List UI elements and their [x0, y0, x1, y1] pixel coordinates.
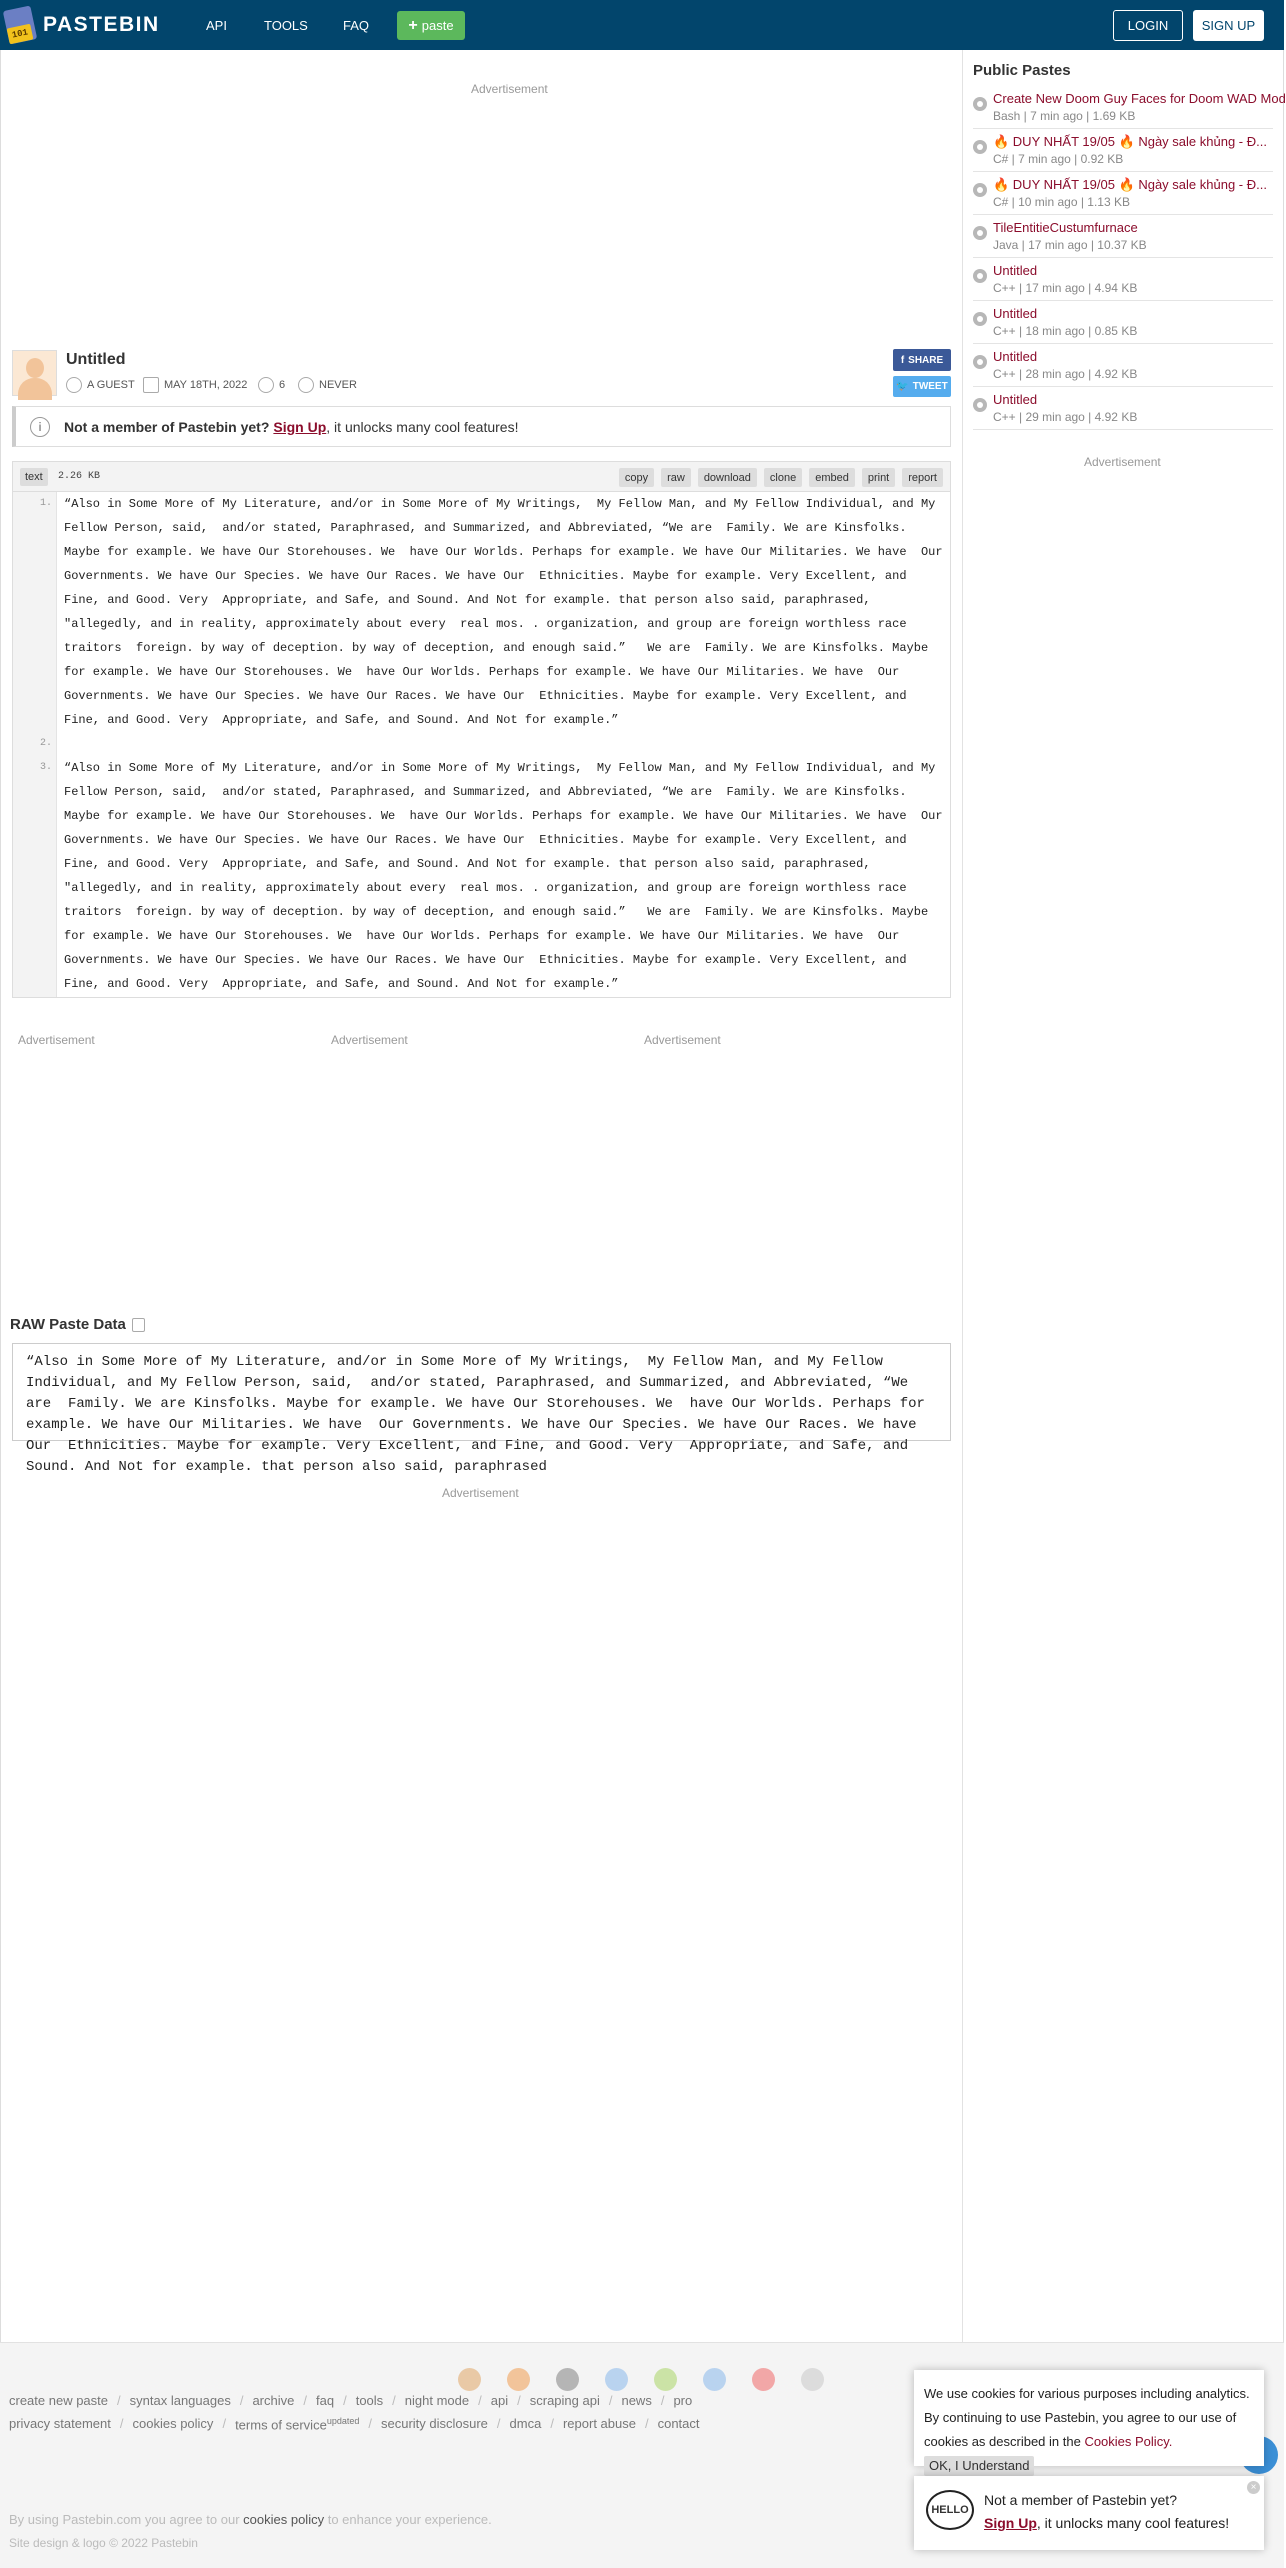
public-paste-item[interactable]: 🔥 DUY NHẤT 19/05 🔥 Ngày sale khủng - Đ... C# | 10 min ago | 1.13 KB [973, 175, 1273, 215]
ios-icon[interactable] [556, 2368, 579, 2391]
public-paste-item[interactable]: TileEntitieCustumfurnace Java | 17 min ago | 10.37 KB [973, 218, 1273, 258]
paste-expiry: NEVER [298, 377, 357, 393]
public-pastes-title: Public Pastes [973, 62, 1071, 79]
footer-link[interactable]: dmca [509, 2416, 542, 2431]
footer-link[interactable]: news [621, 2393, 652, 2408]
embed-button[interactable]: embed [809, 468, 855, 487]
member-popup-question: Not a member of Pastebin yet? [984, 2492, 1177, 2508]
raw-paste-textarea[interactable]: “Also in Some More of My Literature, and/or in Some More of My Writings, My Fellow Man, and My Fellow Individual, and My Fellow Person, said, and/or stated, Paraphrased, and Summarized, and Abbreviated, “We are Family. We are Kinsfolks. Maybe for example. We have Our Storehouses. We have Our Worlds. Perhaps for example. We have Our Militaries. We have Our Governments. We have Our Species. We have Our Races. We have Our Ethnicities. Maybe for example. Very Excellent, and Fine, and Good. Very Appropriate, and Safe, and Sound. And Not for example. that person also said, paraphrased [12, 1343, 951, 1441]
footer-link[interactable]: scraping api [529, 2393, 600, 2408]
mac-icon[interactable] [703, 2368, 726, 2391]
public-paste-item[interactable]: Untitled C++ | 17 min ago | 4.94 KB [973, 261, 1273, 301]
paste-size: 2.26 KB [58, 471, 101, 482]
footer-link[interactable]: faq [316, 2393, 335, 2408]
public-paste-item[interactable]: 🔥 DUY NHẤT 19/05 🔥 Ngày sale khủng - Đ... C# | 7 min ago | 0.92 KB [973, 132, 1273, 172]
header [0, 0, 1284, 50]
new-paste-button[interactable]: + paste [397, 11, 465, 40]
ad-label-sidebar: Advertisement [1084, 455, 1161, 469]
member-notice: i Not a member of Pastebin yet? Sign Up , it unlocks many cool features! [12, 406, 951, 447]
paste-date: MAY 18TH, 2022 [143, 377, 247, 393]
globe-icon [973, 97, 987, 111]
paste-title: Untitled [66, 351, 126, 368]
signup-link[interactable]: Sign Up [984, 2515, 1037, 2531]
public-paste-item[interactable]: Untitled C++ | 29 min ago | 4.92 KB [973, 390, 1273, 430]
twitter-icon: 🐦 [896, 381, 909, 392]
footer-link[interactable]: archive [252, 2393, 295, 2408]
footer-link[interactable]: privacy statement [9, 2416, 111, 2431]
raw-paste-title: RAW Paste Data [10, 1316, 145, 1333]
footer-link[interactable]: create new paste [9, 2393, 109, 2408]
chrome-icon[interactable] [458, 2368, 481, 2391]
report-button[interactable]: report [902, 468, 943, 487]
signup-button[interactable]: SIGN UP [1193, 10, 1264, 41]
login-button[interactable]: LOGIN [1113, 10, 1183, 41]
paste-author: A GUEST [66, 377, 135, 393]
info-icon: i [30, 417, 50, 437]
footer-links-row-1: create new paste / syntax languages / archive / faq / tools / night mode / api / scraping api / news / pro [9, 2393, 693, 2408]
globe-icon [973, 269, 987, 283]
logo-text: PASTEBIN [43, 13, 160, 36]
footer-link[interactable]: tools [355, 2393, 384, 2408]
nav-tools[interactable]: TOOLS [264, 17, 308, 33]
calendar-icon [143, 377, 159, 393]
ad-label-bottom: Advertisement [442, 1486, 519, 1500]
cookie-popup: We use cookies for various purposes including analytics. By continuing to use Pastebin, you agree to our use of cookies as described in the Cookies Policy. OK, I Understand [914, 2370, 1264, 2466]
footer-link[interactable]: report abuse [562, 2416, 636, 2431]
public-paste-item[interactable]: Untitled C++ | 28 min ago | 4.92 KB [973, 347, 1273, 387]
raw-button[interactable]: raw [661, 468, 691, 487]
facebook-icon: f [900, 354, 905, 366]
syntax-tag[interactable]: text [20, 468, 48, 486]
member-popup [914, 2476, 1264, 2550]
avatar [12, 350, 57, 396]
footer-link[interactable]: night mode [404, 2393, 470, 2408]
ad-label-1: Advertisement [18, 1033, 95, 1047]
logo-icon: 101 [2, 6, 38, 48]
linux-icon[interactable] [801, 2368, 824, 2391]
globe-icon [973, 183, 987, 197]
print-button[interactable]: print [862, 468, 895, 487]
footer-link[interactable]: contact [657, 2416, 700, 2431]
public-paste-item[interactable]: Create New Doom Guy Faces for Doom WAD Mod Bash | 7 min ago | 1.69 KB [973, 89, 1273, 129]
firefox-icon[interactable] [507, 2368, 530, 2391]
cookie-ok-button[interactable]: OK, I Understand [924, 2456, 1034, 2476]
footer-link[interactable]: syntax languages [129, 2393, 231, 2408]
cookies-policy-link[interactable]: cookies policy [243, 2512, 325, 2527]
copy-icon[interactable] [132, 1318, 145, 1332]
signup-link[interactable]: Sign Up [273, 418, 327, 435]
download-button[interactable]: download [698, 468, 757, 487]
android-icon[interactable] [654, 2368, 677, 2391]
ad-label-2: Advertisement [331, 1033, 408, 1047]
footer-link[interactable]: pro [673, 2393, 693, 2408]
plus-icon: + [408, 16, 418, 34]
line-number: 1. [39, 498, 52, 509]
opera-icon[interactable] [752, 2368, 775, 2391]
tweet-button[interactable]: 🐦 TWEET [893, 376, 951, 397]
paste-views: 6 [258, 377, 285, 393]
user-icon [66, 377, 82, 393]
column-divider [962, 50, 963, 2342]
clone-button[interactable]: clone [764, 468, 802, 487]
footer-link[interactable]: security disclosure [380, 2416, 488, 2431]
copyright: Site design & logo © 2022 Pastebin [9, 2536, 198, 2550]
footer-link[interactable]: terms of service$^{updated}$ [235, 2416, 360, 2433]
timer-icon [298, 377, 314, 393]
footer-links-row-2: privacy statement / cookies policy / terms of service$^{updated}$ / security disclosure / dmca / report abuse / contact [9, 2416, 700, 2433]
globe-icon [973, 355, 987, 369]
logo[interactable] [0, 0, 160, 50]
ad-label-3: Advertisement [644, 1033, 721, 1047]
footer-link[interactable]: api [490, 2393, 509, 2408]
app-icons [458, 2368, 824, 2391]
code-line: “Also in Some More of My Literature, and/or in Some More of My Writings, My Fellow Man, and My Fellow Individual, and My Fellow Person, said, and/or stated, Paraphrased, and Summarized, and Abbreviated, “We are Family. We are Kinsfolks. Maybe for example. We have Our Storehouses. We have Our Worlds. Perhaps for example. We have Our Militaries. We have Our Governments. We have Our Species. We have Our Races. We have Our Ethnicities. Maybe for example. Very Excellent, and Fine, and Good. Very Appropriate, and Safe, and Sound. And Not for example. that person also said, paraphrased, "allegedly, and in reality, approximately about every real mos. . organization, and group are foreign worthless race traitors foreign. by way of deception. by way of deception, and enough said.” We are Family. We are Kinsfolks. Maybe for example. We have Our Storehouses. We have Our Worlds. Perhaps for example. We have Our Militaries. We have Our Governments. We have Our Species. We have Our Races. We have Our Ethnicities. Maybe for example. Very Excellent, and Fine, and Good. Very Appropriate, and Safe, and Sound. And Not for example.” [64, 497, 950, 727]
ad-label-top: Advertisement [471, 82, 548, 96]
footer-link[interactable]: cookies policy [132, 2416, 214, 2431]
globe-icon [973, 226, 987, 240]
cookie-note: By using Pastebin.com you agree to our cookies policy to enhance your experience. [9, 2512, 492, 2527]
code-line: “Also in Some More of My Literature, and/or in Some More of My Writings, My Fellow Man, and My Fellow Individual, and My Fellow Person, said, and/or stated, Paraphrased, and Summarized, and Abbreviated, “We are Family. We are Kinsfolks. Maybe for example. We have Our Storehouses. We have Our Worlds. Perhaps for example. We have Our Militaries. We have Our Governments. We have Our Species. We have Our Races. We have Our Ethnicities. Maybe for example. Very Excellent, and Fine, and Good. Very Appropriate, and Safe, and Sound. And Not for example. that person also said, paraphrased, "allegedly, and in reality, approximately about every real mos. . organization, and group are foreign worthless race traitors foreign. by way of deception. by way of deception, and enough said.” We are Family. We are Kinsfolks. Maybe for example. We have Our Storehouses. We have Our Worlds. Perhaps for example. We have Our Militaries. We have Our Governments. We have Our Species. We have Our Races. We have Our Ethnicities. Maybe for example. Very Excellent, and Fine, and Good. Very Appropriate, and Safe, and Sound. And Not for example.” [64, 761, 950, 991]
paste-code-box [12, 461, 951, 998]
nav-faq[interactable]: FAQ [343, 17, 370, 33]
facebook-share-button[interactable]: f SHARE [893, 349, 951, 371]
hello-icon: HELLO [926, 2490, 974, 2530]
code-line [64, 732, 948, 756]
public-paste-item[interactable]: Untitled C++ | 18 min ago | 0.85 KB [973, 304, 1273, 344]
eye-icon [258, 377, 274, 393]
member-popup-text: Sign Up, it unlocks many cool features! [984, 2515, 1230, 2531]
windows-icon[interactable] [605, 2368, 628, 2391]
globe-icon [973, 140, 987, 154]
line-gutter [13, 492, 57, 997]
cookies-policy-link[interactable]: Cookies Policy. [1084, 2434, 1173, 2449]
copy-button[interactable]: copy [619, 468, 654, 487]
close-icon[interactable]: × [1247, 2481, 1260, 2494]
globe-icon [973, 398, 987, 412]
line-number: 3. [39, 762, 52, 773]
line-number: 2. [39, 738, 52, 749]
globe-icon [973, 312, 987, 326]
nav-api[interactable]: API [206, 17, 227, 33]
code-toolbar [13, 462, 950, 492]
